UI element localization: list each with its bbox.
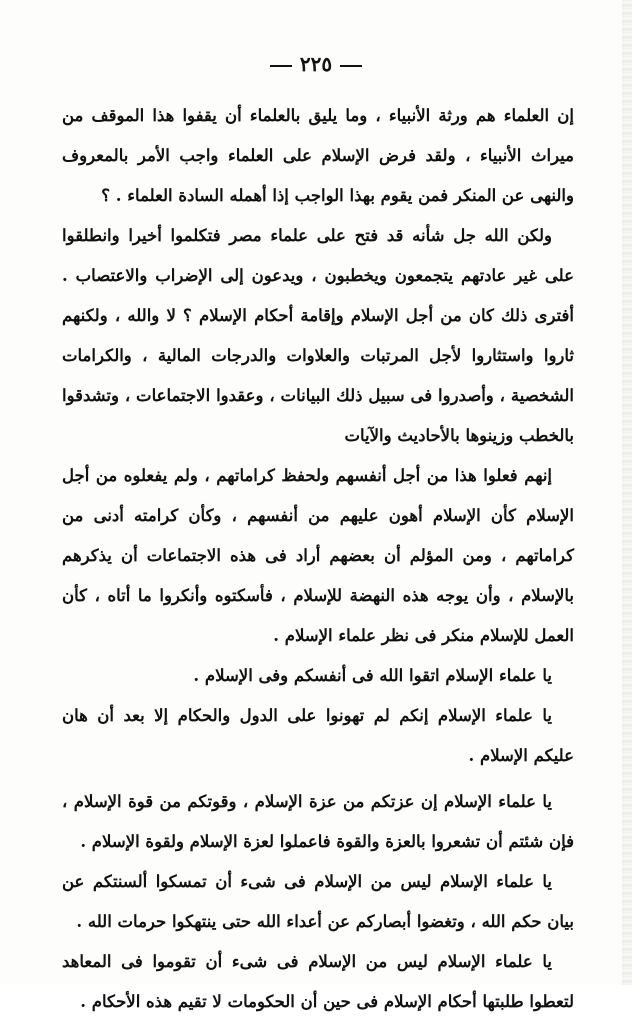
- paragraph-8: يا علماء الإسلام ليس من الإسلام فى شىء أن تقوموا فى المعاهد لتعطوا طلبتها أحكام الإسلام فى حين أن الحكومات لا تقيم هذه الأحكام .: [62, 952, 574, 1011]
- paragraph-7: يا علماء الإسلام ليس من الإسلام فى شىء أن تمسكوا ألسنتكم عن بيان حكم الله ، وتغضوا أبصاركم عن أعداء الله حتى ينتهكوا حرمات الله .: [62, 872, 574, 931]
- paragraph-3: إنهم فعلوا هذا من أجل أنفسهم ولحفظ كراماتهم ، ولم يفعلوه من أجل الإسلام كأن الإسلام أهون عليهم من أنفسهم ، وكأن كرامته أدنى من كراماتهم ، ومن المؤلم أن بعضهم أراد فى هذه الاجتماعات أن يذكرهم بالإسلام ، وأن يوجه هذه النهضة للإسلام ، فأسكتوه وأنكروا ما أتاه ، كأن العمل للإسلام منكر فى نظر علماء الإسلام .: [62, 466, 574, 645]
- page-number: ٢٢٥: [299, 52, 333, 76]
- paragraph-5: يا علماء الإسلام إنكم لم تهونوا على الدول والحكام إلا بعد أن هان عليكم الإسلام .: [62, 706, 574, 765]
- paragraph-6: يا علماء الإسلام إن عزتكم من عزة الإسلام ، وقوتكم من قوة الإسلام ، فإن شئتم أن تشعروا بالعزة والقوة فاعملوا لعزة الإسلام ولقوة الإسلام .: [62, 792, 574, 851]
- page-number-header: [0, 52, 632, 76]
- paragraph-1: إن العلماء هم ورثة الأنبياء ، وما يليق بالعلماء أن يقفوا هذا الموقف من ميراث الأنبياء ، ولقد فرض الإسلام على العلماء واجب الأمر بالمعروف والنهى عن المنكر فمن يقوم بهذا الواجب إذا أهمله السادة العلماء . ؟: [62, 106, 574, 205]
- paragraph-4: يا علماء الإسلام اتقوا الله فى أنفسكم وفى الإسلام .: [193, 666, 552, 685]
- scan-edge-shadow: [622, 0, 632, 985]
- dash-left: [340, 65, 362, 67]
- dash-right: [270, 65, 292, 67]
- body-text: [62, 96, 574, 1022]
- paragraph-2: ولكن الله جل شأنه قد فتح على علماء مصر فتكلموا أخيرا وانطلقوا على غير عادتهم يتجمعون ويخطبون ، ويدعون إلى الإضراب والاعتصاب . أفترى ذلك كان من أجل الإسلام وإقامة أحكام الإسلام ؟ لا والله ، ولكنهم ثاروا واستثاروا لأجل المرتبات والعلاوات والدرجات المالية ، والكرامات الشخصية ، وأصدروا فى سبيل ذلك البيانات ، وعقدوا الاجتماعات ، وتشدقوا بالخطب وزينوها بالأحاديث والآيات: [62, 226, 574, 445]
